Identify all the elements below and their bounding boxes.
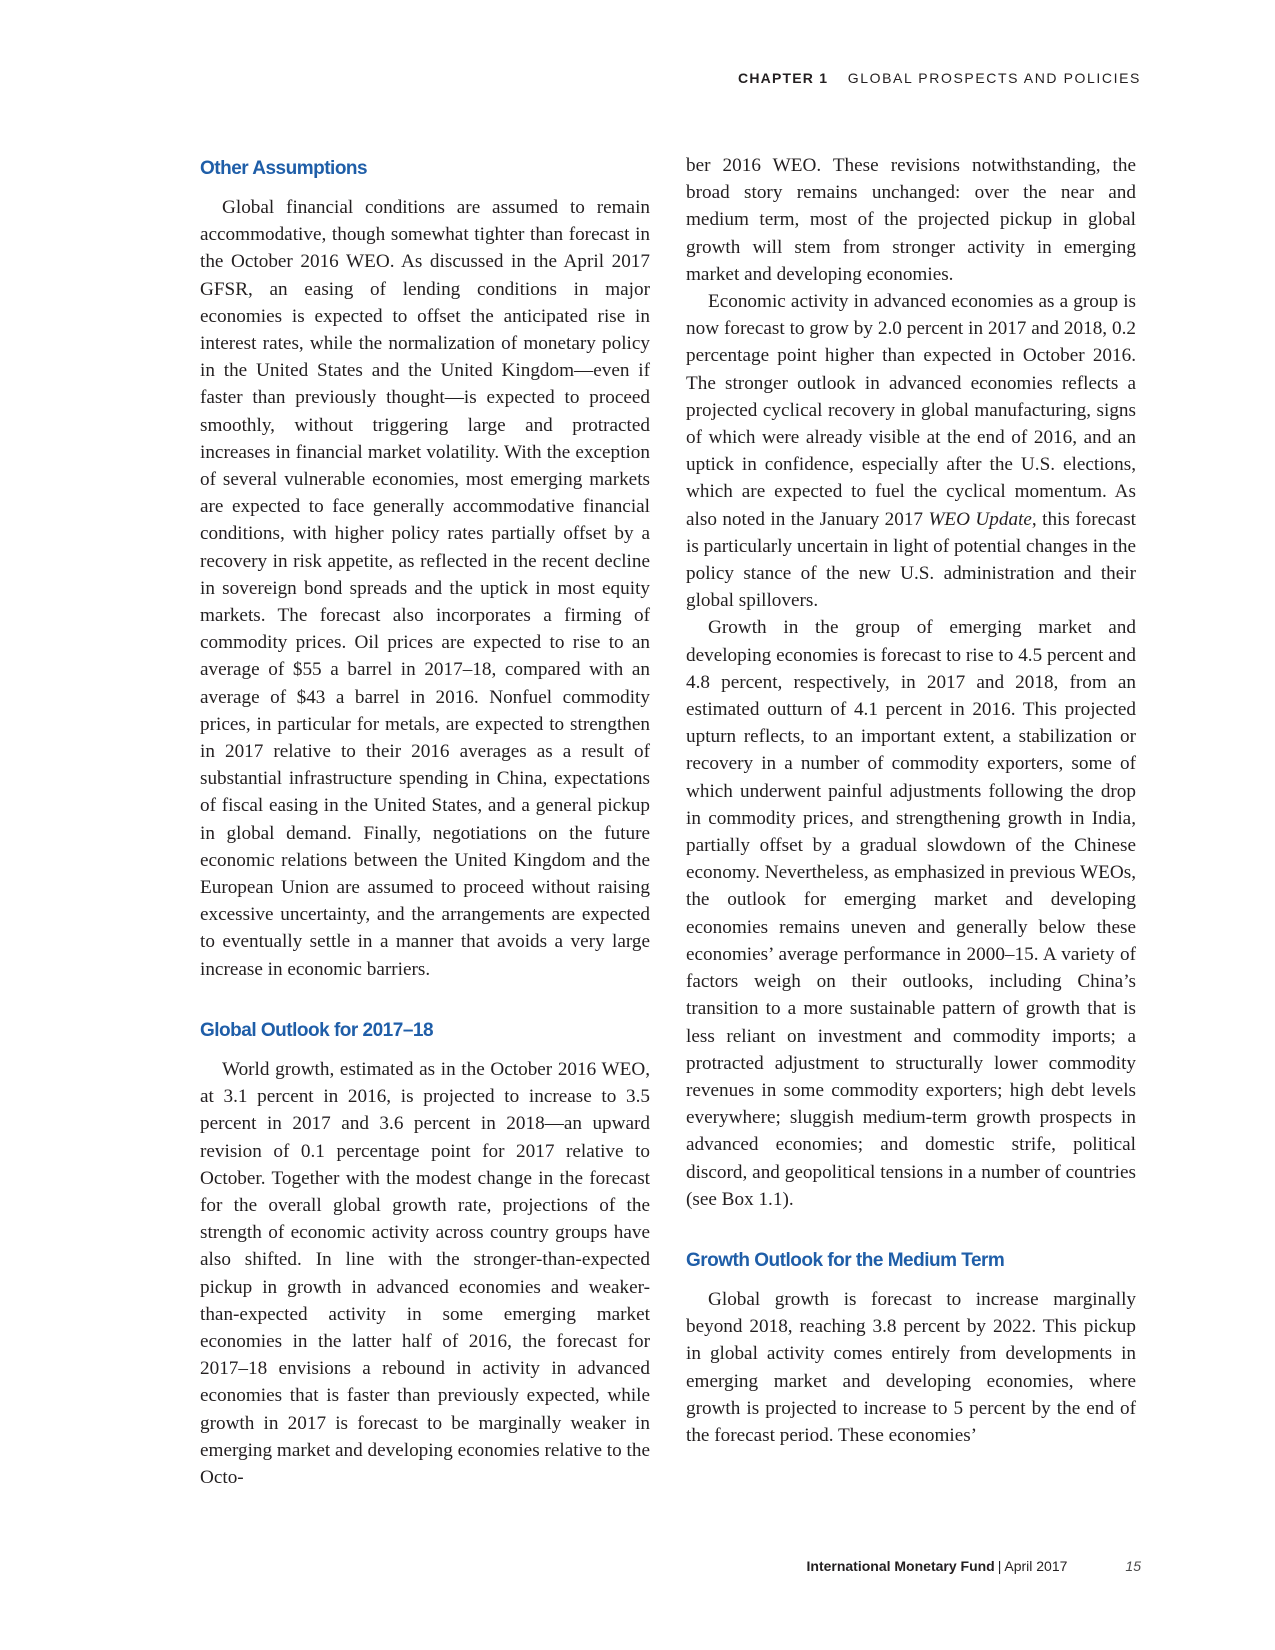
footer-separator: | — [997, 1558, 1002, 1574]
running-header — [738, 70, 1141, 86]
heading-global-outlook: Global Outlook for 2017–18 — [200, 1019, 434, 1041]
weo-update-title: WEO Update — [928, 508, 1032, 530]
page-footer — [807, 1558, 1142, 1574]
paragraph-advanced-economies — [686, 288, 1136, 614]
footer-date: April 2017 — [1004, 1558, 1068, 1574]
paragraph-medium-term: Global growth is forecast to increase marginally beyond 2018, reaching 3.8 percent by 2022. This pickup in global activity comes entirely from developments in emerging market and developing economies, where growth is projected to increase to 5 percent by the end of the forecast period. These economies’ — [686, 1288, 1136, 1446]
paragraph-continuation: ber 2016 WEO. These revisions notwithstanding, the broad story remains unchanged: over the near and medium term, most of the projected pickup in global growth will stem from stronger activity in emerging market and developing economies. — [686, 155, 1136, 285]
footer-organization: International Monetary Fund — [806, 1558, 995, 1574]
paragraph-emerging-economies: Growth in the group of emerging market and developing economies is forecast to rise to 4.5 percent and 4.8 percent, respectively, in 2017 and 2018, from an estimated outturn of 4.1 percent in 2016. This projected upturn reflects, to an important extent, a stabilization or recovery in a number of commodity exporters, some of which underwent painful adjustments following the drop in commodity prices, and strengthening growth in India, partially offset by a gradual slowdown of the Chinese economy. Nevertheless, as emphasized in previous WEOs, the outlook for emerging market and developing economies remains uneven and generally below these economies’ average performance in 2000–15. A variety of factors weigh on their outlooks, including China’s transition to a more sustainable pattern of growth that is less reliant on investment and commodity imports; a protracted adjustment to structurally lower commodity revenues in some commodity exporters; high debt levels everywhere; sluggish medium-term growth prospects in advanced economies; and domestic strife, political discord, and geopolitical tensions in a number of countries (see Box 1.1). — [686, 617, 1136, 1210]
page-number: 15 — [1125, 1558, 1141, 1574]
advanced-text-after: , this forecast is particularly uncertain in light of potential changes in the policy stance of the new U.S. administration and their global spillovers. — [686, 508, 1136, 612]
paragraph-other-assumptions: Global financial conditions are assumed to remain accommodative, though somewhat tighter than forecast in the October 2016 WEO. As discussed in the April 2017 GFSR, an easing of lending conditions in major economies is expected to offset the anticipated rise in interest rates, while the normalization of monetary policy in the United States and the United Kingdom—even if faster than previously thought—is expected to proceed smoothly, without triggering large and protracted increases in financial market volatility. With the exception of several vulnerable economies, most emerging markets are expected to face generally accommodative financial conditions, with higher policy rates partially offset by a recovery in risk appetite, as reflected in the recent decline in sovereign bond spreads and the uptick in most equity markets. The forecast also incorporates a firming of commodity prices. Oil prices are expected to rise to an average of $55 a barrel in 2017–18, compared with an average of $43 a barrel in 2016. Nonfuel commodity prices, in particular for metals, are expected to strengthen in 2017 relative to their 2016 averages as a result of substantial infrastructure spending in China, expectations of fiscal easing in the United States, and a general pickup in global demand. Finally, negotiations on the future economic relations between the United Kingdom and the European Union are assumed to proceed without raising excessive uncertainty, and the arrangements are expected to eventually settle in a manner that avoids a very large increase in economic barriers. — [200, 197, 650, 980]
heading-other-assumptions: Other Assumptions — [200, 158, 368, 179]
left-column — [200, 152, 650, 1491]
right-column — [686, 152, 1136, 1449]
chapter-label: CHAPTER 1 — [738, 70, 829, 86]
paragraph-global-outlook: World growth, estimated as in the October 2016 WEO, at 3.1 percent in 2016, is projected to increase to 3.5 percent in 2017 and 3.6 percent in 2018—an upward revision of 0.1 percentage point for 2017 relative to October. Together with the modest change in the forecast for the overall global growth rate, projections of the strength of economic activity across country groups have also shifted. In line with the stronger-than-expected pickup in growth in advanced economies and weaker-than-expected activity in some emerging market economies in the latter half of 2016, the forecast for 2017–18 envisions a rebound in activity in advanced economies that is faster than previously expected, while growth in 2017 is forecast to be marginally weaker in emerging market and developing economies relative to the Octo- — [200, 1058, 650, 1488]
heading-medium-term: Growth Outlook for the Medium Term — [686, 1249, 1005, 1271]
chapter-title: GLOBAL PROSPECTS AND POLICIES — [847, 70, 1141, 86]
advanced-text-before: Economic activity in advanced economies as a group is now forecast to grow by 2.0 percent in 2017 and 2018, 0.2 percentage point higher than expected in October 2016. The stronger outlook in advanced economies reflects a projected cyclical recovery in global manufacturing, signs of which were already visible at the end of 2016, and an uptick in confidence, especially after the U.S. elections, which are expected to fuel the cyclical momentum. As also noted in the January 2017 — [686, 291, 1136, 530]
